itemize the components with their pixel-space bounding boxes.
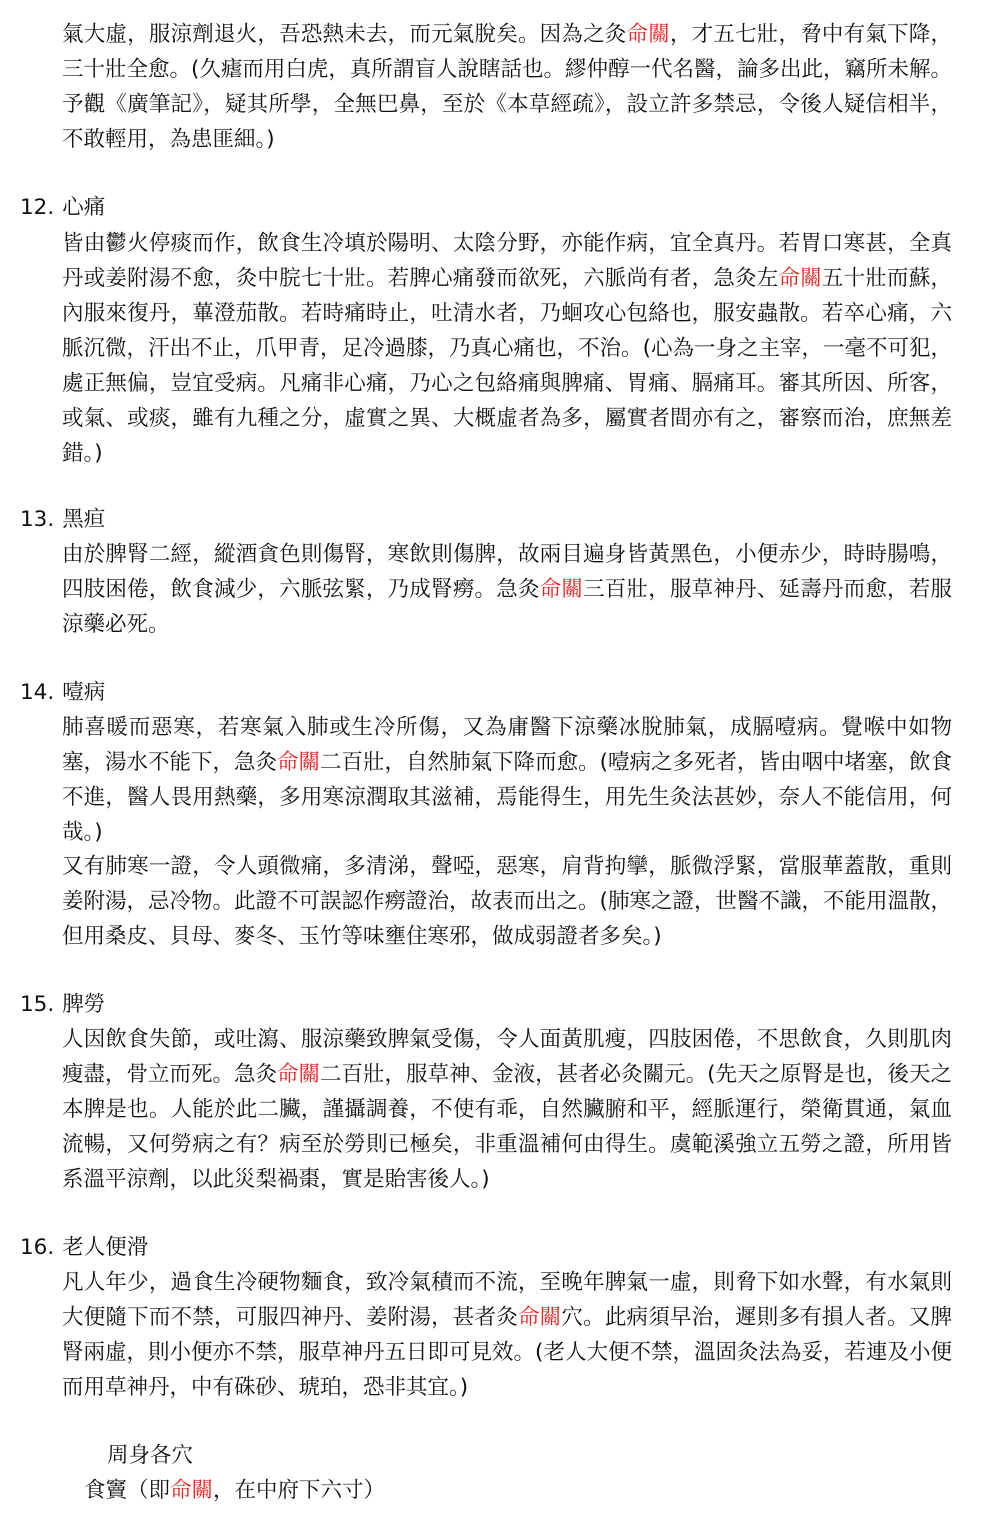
mingguan-highlight: 命關 bbox=[778, 266, 822, 291]
mingguan-highlight: 命關 bbox=[277, 1062, 321, 1087]
mingguan-highlight: 命關 bbox=[277, 750, 321, 775]
paragraph-15: 人因飲食失節，或吐瀉、服涼藥致脾氣受傷，令人面黃肌瘦，四肢困倦，不思飲食，久則肌肉瘦盡，骨立而死。急灸命關二百壯，服草神、金液，甚者必灸關元。(先天之原腎是也，後天之本脾是也。人能於此二臟，謹攝調養，不使有乖，自然臟腑和平，經脈運行，榮衛貫通，氣血流暢，又何勞病之有？病至於勞則已極矣，非重溫補何由得生。虞範溪強立五勞之證，所用皆系溫平涼劑，以此災梨禍棗，實是貽害後人。) bbox=[62, 1027, 952, 1192]
paragraph-13: 由於脾腎二經，縱酒貪色則傷腎，寒飲則傷脾，故兩目遍身皆黃黑色，小便赤少，時時腸鳴，四肢困倦，飲食減少，六脈弦緊，乃成腎癆。急灸命關三百壯，服草神丹、延壽丹而愈，若服涼藥必死。 bbox=[62, 542, 952, 637]
paragraph-16: 凡人年少，過食生冷硬物麵食，致冷氣積而不流，至晚年脾氣一虛，則脅下如水聲，有水氣則大便隨下而不禁，可服四神丹、姜附湯，甚者灸命關穴。此病須早治，遲則多有損人者。又脾腎兩虛，則小便亦不禁，服草神丹五日即可見效。(老人大便不禁，溫固灸法為妥，若連及小便而用草神丹，中有硃砂、琥珀，恐非其宜。) bbox=[62, 1270, 952, 1400]
section-heading-12: 12. 心痛 bbox=[20, 195, 106, 220]
paragraph-intro: 氣大虛，服涼劑退火，吾恐熱未去，而元氣脫矣。因為之灸命關，才五七壯，脅中有氣下降，三十壯全愈。(久瘧而用白虎，真所謂盲人說瞎話也。繆仲醇一代名醫，論多出此，竊所未解。予觀《廣筆記》，疑其所學，全無巴鼻，至於《本草經疏》，設立許多禁忌，令後人疑信相半，不敢輕用，為患匪細。) bbox=[62, 22, 952, 152]
section-subtitle: 周身各穴 bbox=[107, 1443, 194, 1468]
section-heading-16: 16. 老人便滑 bbox=[20, 1235, 149, 1260]
section-heading-13: 13. 黑疸 bbox=[20, 507, 106, 532]
paragraph-14: 肺喜暖而惡寒，若寒氣入肺或生冷所傷，又為庸醫下涼藥冰脫肺氣，成膈噎病。覺喉中如物塞，湯水不能下，急灸命關二百壯，自然肺氣下降而愈。(噎病之多死者，皆由咽中堵塞，飲食不進，醫人畏用熱藥，多用寒涼潤取其滋補，焉能得生，用先生灸法甚妙，奈人不能信用，何哉。) bbox=[62, 715, 952, 845]
mingguan-highlight: 命關 bbox=[517, 1305, 562, 1330]
section-heading-14: 14. 噎病 bbox=[20, 680, 106, 705]
paragraph-14b: 又有肺寒一證，令人頭微痛，多清涕，聲啞，惡寒，肩背拘攣，脈微浮緊，當服華蓋散，重則姜附湯，忌冷物。此證不可誤認作癆證治，故表而出之。(肺寒之證，世醫不識，不能用溫散，但用桑皮、貝母、麥冬、玉竹等味壅住寒邪，做成弱證者多矣。) bbox=[62, 854, 952, 949]
acupoint-entry: 食竇（即命關，在中府下六寸） bbox=[84, 1478, 386, 1503]
mingguan-highlight: 命關 bbox=[626, 22, 670, 47]
paragraph-12: 皆由鬱火停痰而作，飲食生冷填於陽明、太陰分野，亦能作病，宜全真丹。若胃口寒甚，全真丹或姜附湯不愈，灸中脘七十壯。若脾心痛發而欲死，六脈尚有者，急灸左命關五十壯而蘇，內服來復丹，蓽澄茄散。若時痛時止，吐清水者，乃蛔攻心包絡也，服安蟲散。若卒心痛，六脈沉微，汗出不止，爪甲青，足冷過膝，乃真心痛也，不治。(心為一身之主宰，一毫不可犯，處正無偏，豈宜受病。凡痛非心痛，乃心之包絡痛與脾痛、胃痛、膈痛耳。審其所因、所客，或氣、或痰，雖有九種之分，虛實之異、大概虛者為多，屬實者間亦有之，審察而治，庶無差錯。) bbox=[62, 231, 952, 466]
section-heading-15: 15. 脾勞 bbox=[20, 992, 106, 1017]
mingguan-highlight: 命關 bbox=[170, 1478, 214, 1503]
mingguan-highlight: 命關 bbox=[539, 577, 584, 602]
